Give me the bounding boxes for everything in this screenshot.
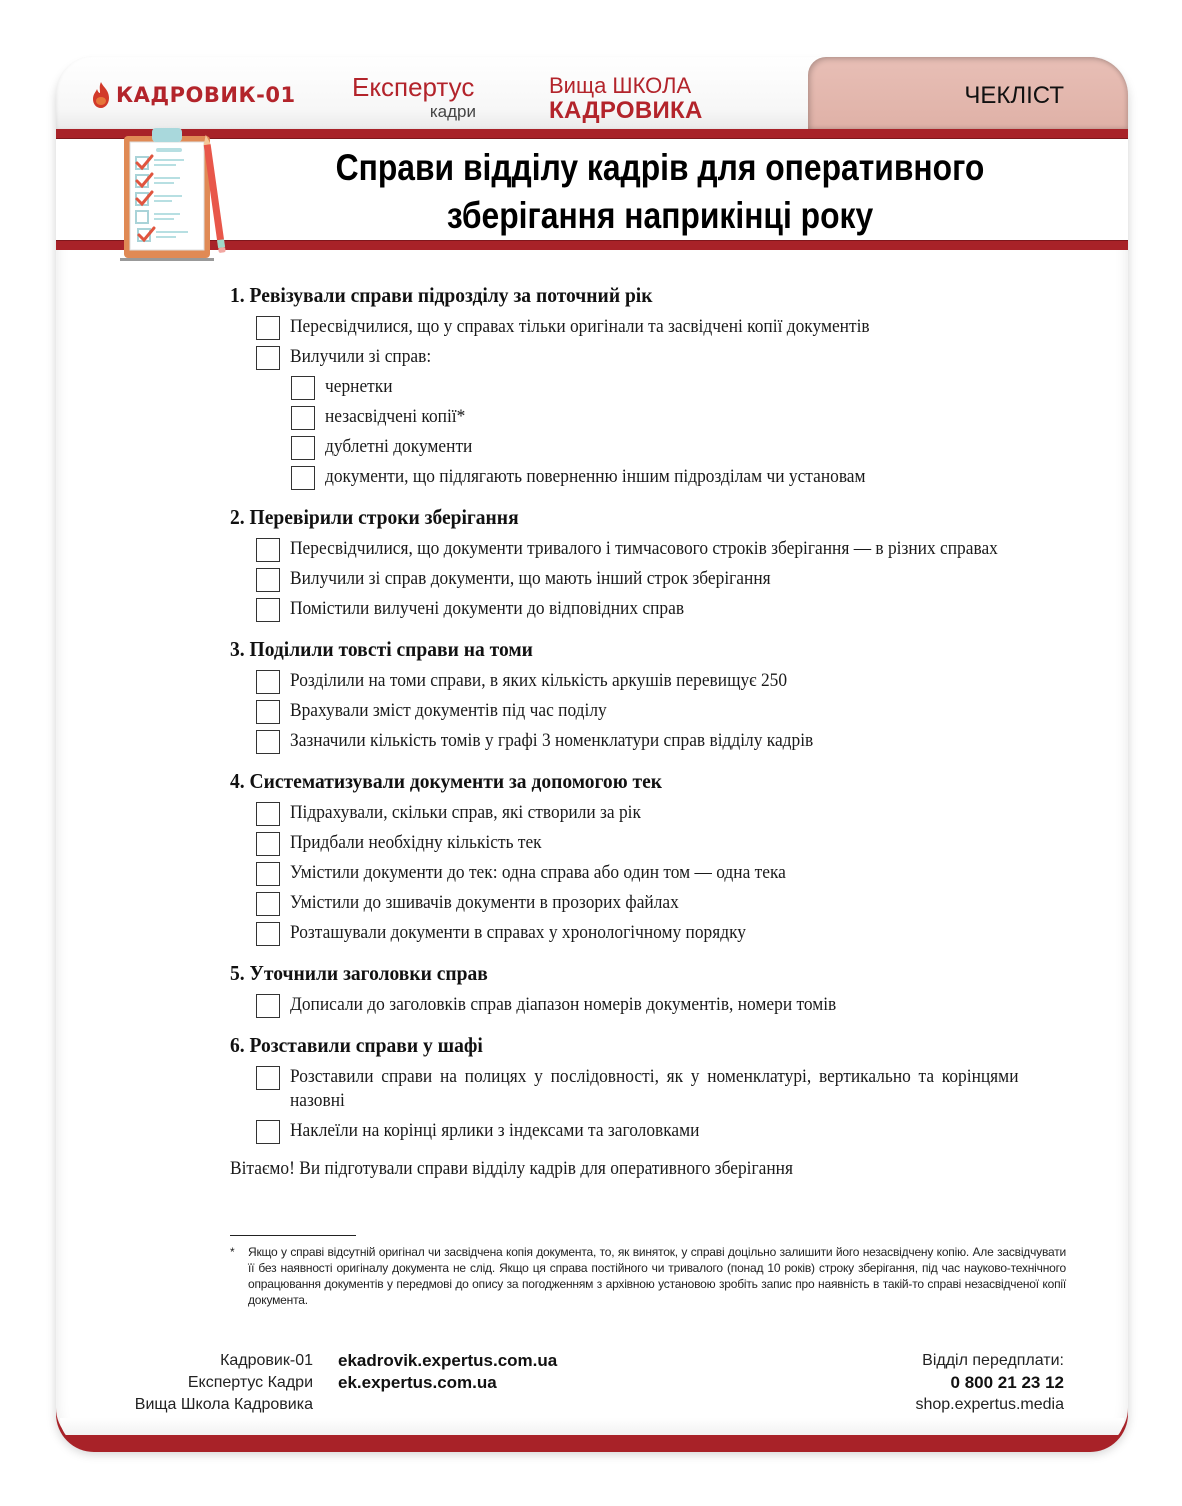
logo-expertus — [352, 72, 476, 122]
logo-vshk — [549, 74, 703, 124]
checkbox[interactable] — [256, 1120, 280, 1144]
checklist-item-label: Пересвідчилися, що у справах тільки оригінали та засвідчені копії документів — [290, 317, 870, 337]
footer-product-expertus: Експертус Кадри — [187, 1374, 313, 1391]
tab-checklist — [808, 57, 1128, 129]
checklist-item — [230, 345, 1070, 369]
footnote-text: Якщо у справі відсутній оригінал чи засвідчена копія документа, то, як виняток, у справі доцільно залишити його незасвідчену копію. Але засвідчувати її без наявності оригіналу документа не слід. Якщо ця справа постійного чи тривалого (понад 10 років) строку зберігання, під час науково-технічного опрацювання документів у передмові до опису за погодженням з архівною установою зробіть запис про наявність в такій-то справі незасвідченої копії документа. — [248, 1245, 1066, 1307]
link-ek-expertus[interactable]: ek.expertus.com.ua — [338, 1373, 497, 1392]
checklist-item — [230, 405, 1070, 429]
checklist-item — [230, 699, 1070, 723]
checklist-section — [230, 503, 1070, 621]
checklist-item — [230, 567, 1070, 591]
checkbox[interactable] — [256, 832, 280, 856]
logo-vshk-line2: КАДРОВИКА — [549, 97, 703, 124]
logo-kadrovik-text: КАДРОВИК-01 — [116, 83, 296, 107]
clipboard-checklist-icon — [116, 124, 234, 266]
section-title: 1. Ревізували справи підрозділу за поточний рік — [230, 283, 653, 307]
checkbox[interactable] — [256, 700, 280, 724]
checklist-item-label: Врахували зміст документів під час поділу — [290, 701, 607, 721]
congrats-message: Вітаємо! Ви підготували справи відділу кадрів для оперативного зберігання — [230, 1159, 793, 1179]
checkbox[interactable] — [256, 670, 280, 694]
checklist-item-label: незасвідчені копії* — [325, 407, 466, 427]
footnote-marker: * — [230, 1245, 235, 1259]
flame-icon — [90, 81, 112, 109]
checklist-item — [230, 891, 1070, 915]
checklist-item-label: Вилучили зі справ: — [290, 347, 432, 367]
checkbox[interactable] — [291, 376, 315, 400]
checklist-section — [230, 635, 1070, 753]
checkbox[interactable] — [256, 316, 280, 340]
checklist-item-label: Зазначили кількість томів у графі 3 номенклатури справ відділу кадрів — [290, 731, 814, 751]
page-title — [299, 144, 1021, 240]
link-ekadrovik[interactable]: ekadrovik.expertus.com.ua — [338, 1351, 558, 1370]
checklist-item — [230, 921, 1070, 945]
checklist-item — [230, 1065, 1070, 1113]
checkbox[interactable] — [256, 568, 280, 592]
footer-subscription — [915, 1350, 1064, 1416]
checklist-item — [230, 597, 1070, 621]
checklist-item-label: Умістили документи до тек: одна справа або один том — одна тека — [290, 863, 786, 883]
checkbox[interactable] — [291, 466, 315, 490]
checklist-item — [230, 375, 1070, 399]
footnote-divider — [230, 1235, 356, 1236]
section-title: 3. Поділили товсті справи на томи — [230, 637, 533, 661]
checklist-item-label: Дописали до заголовків справ діапазон номерів документів, номери томів — [290, 995, 837, 1015]
bottom-red-band — [60, 1418, 1124, 1446]
footer-sites — [338, 1350, 557, 1394]
checklist-item-label: чернетки — [325, 377, 393, 397]
checklist-item-label: Підрахували, скільки справ, які створили за рік — [290, 803, 641, 823]
logo-vshk-line1: Вища ШКОЛА — [549, 73, 692, 98]
section-title: 4. Систематизували документи за допомогою тек — [230, 769, 663, 793]
checklist-item-label: Вилучили зі справ документи, що мають інший строк зберігання — [290, 569, 771, 589]
checkbox[interactable] — [256, 538, 280, 562]
checklist-item-label: Умістили до зшивачів документи в прозорих файлах — [290, 893, 679, 913]
checklist-section — [230, 959, 1070, 1017]
checkbox[interactable] — [256, 1066, 280, 1090]
logo-kadrovik — [90, 80, 296, 110]
footnote — [230, 1244, 1066, 1308]
checklist-item — [230, 669, 1070, 693]
checklist-item-label: Помістили вилучені документи до відповідних справ — [290, 599, 685, 619]
tab-checklist-label: ЧЕКЛІСТ — [964, 82, 1064, 109]
logo-expertus-name: Експертус — [352, 72, 475, 102]
checklist-item-label: Наклеїли на корінці ярлики з індексами та заголовками — [290, 1121, 700, 1141]
page-title-line1: Справи відділу кадрів для оперативного — [335, 147, 985, 188]
checklist-section — [230, 1031, 1070, 1143]
section-title: 2. Перевірили строки зберігання — [230, 505, 519, 529]
checklist-item — [230, 537, 1070, 561]
checkbox[interactable] — [256, 892, 280, 916]
checkbox[interactable] — [256, 598, 280, 622]
checklist-item-label: Пересвідчилися, що документи тривалого і тимчасового строків зберігання — в різних справах — [290, 539, 998, 559]
checklist-item — [230, 315, 1070, 339]
checklist-item-label: Придбали необхідну кількість тек — [290, 833, 542, 853]
logo-expertus-sub: кадри — [429, 102, 476, 121]
checkbox[interactable] — [256, 802, 280, 826]
checkbox[interactable] — [256, 730, 280, 754]
checkbox[interactable] — [291, 406, 315, 430]
checkbox[interactable] — [291, 436, 315, 460]
footer-product-vshk: Вища Школа Кадровика — [134, 1396, 313, 1413]
checkbox[interactable] — [256, 346, 280, 370]
page-title-line2: зберігання наприкінці року — [446, 195, 874, 236]
checklist-item-label: дублетні документи — [325, 437, 473, 457]
section-title: 6. Розставили справи у шафі — [230, 1033, 483, 1057]
checklist-section — [230, 281, 1070, 489]
link-shop[interactable]: shop.expertus.media — [915, 1396, 1064, 1413]
checklist-item — [230, 861, 1070, 885]
checkbox[interactable] — [256, 922, 280, 946]
subscription-phone[interactable]: 0 800 21 23 12 — [950, 1373, 1064, 1392]
checklist-item — [230, 993, 1070, 1017]
section-title: 5. Уточнили заголовки справ — [230, 961, 488, 985]
checklist-item-label: Розташували документи в справах у хронологічному порядку — [290, 923, 746, 943]
checklist-section — [230, 767, 1070, 945]
checkbox[interactable] — [256, 862, 280, 886]
checklist-item — [230, 1119, 1070, 1143]
checklist-item-label: Розділили на томи справи, в яких кількість аркушів перевищує 250 — [290, 671, 788, 691]
checklist-item — [230, 729, 1070, 753]
checklist-item — [230, 831, 1070, 855]
subscription-label: Відділ передплати: — [922, 1352, 1064, 1369]
footer-products — [100, 1350, 313, 1416]
checklist-item-label: документи, що підлягають поверненню іншим підрозділам чи установам — [325, 467, 866, 487]
checklist-item-label: Розставили справи на полицях у послідовності, як у номенклатурі, вертикально та корінцями назовні — [290, 1067, 1019, 1111]
checkbox[interactable] — [256, 994, 280, 1018]
footer-product-kadrovik: Кадровик-01 — [220, 1352, 313, 1369]
checklist-item — [230, 465, 1070, 489]
checklist-item — [230, 435, 1070, 459]
checklist-item — [230, 801, 1070, 825]
checklist — [230, 281, 1070, 1181]
